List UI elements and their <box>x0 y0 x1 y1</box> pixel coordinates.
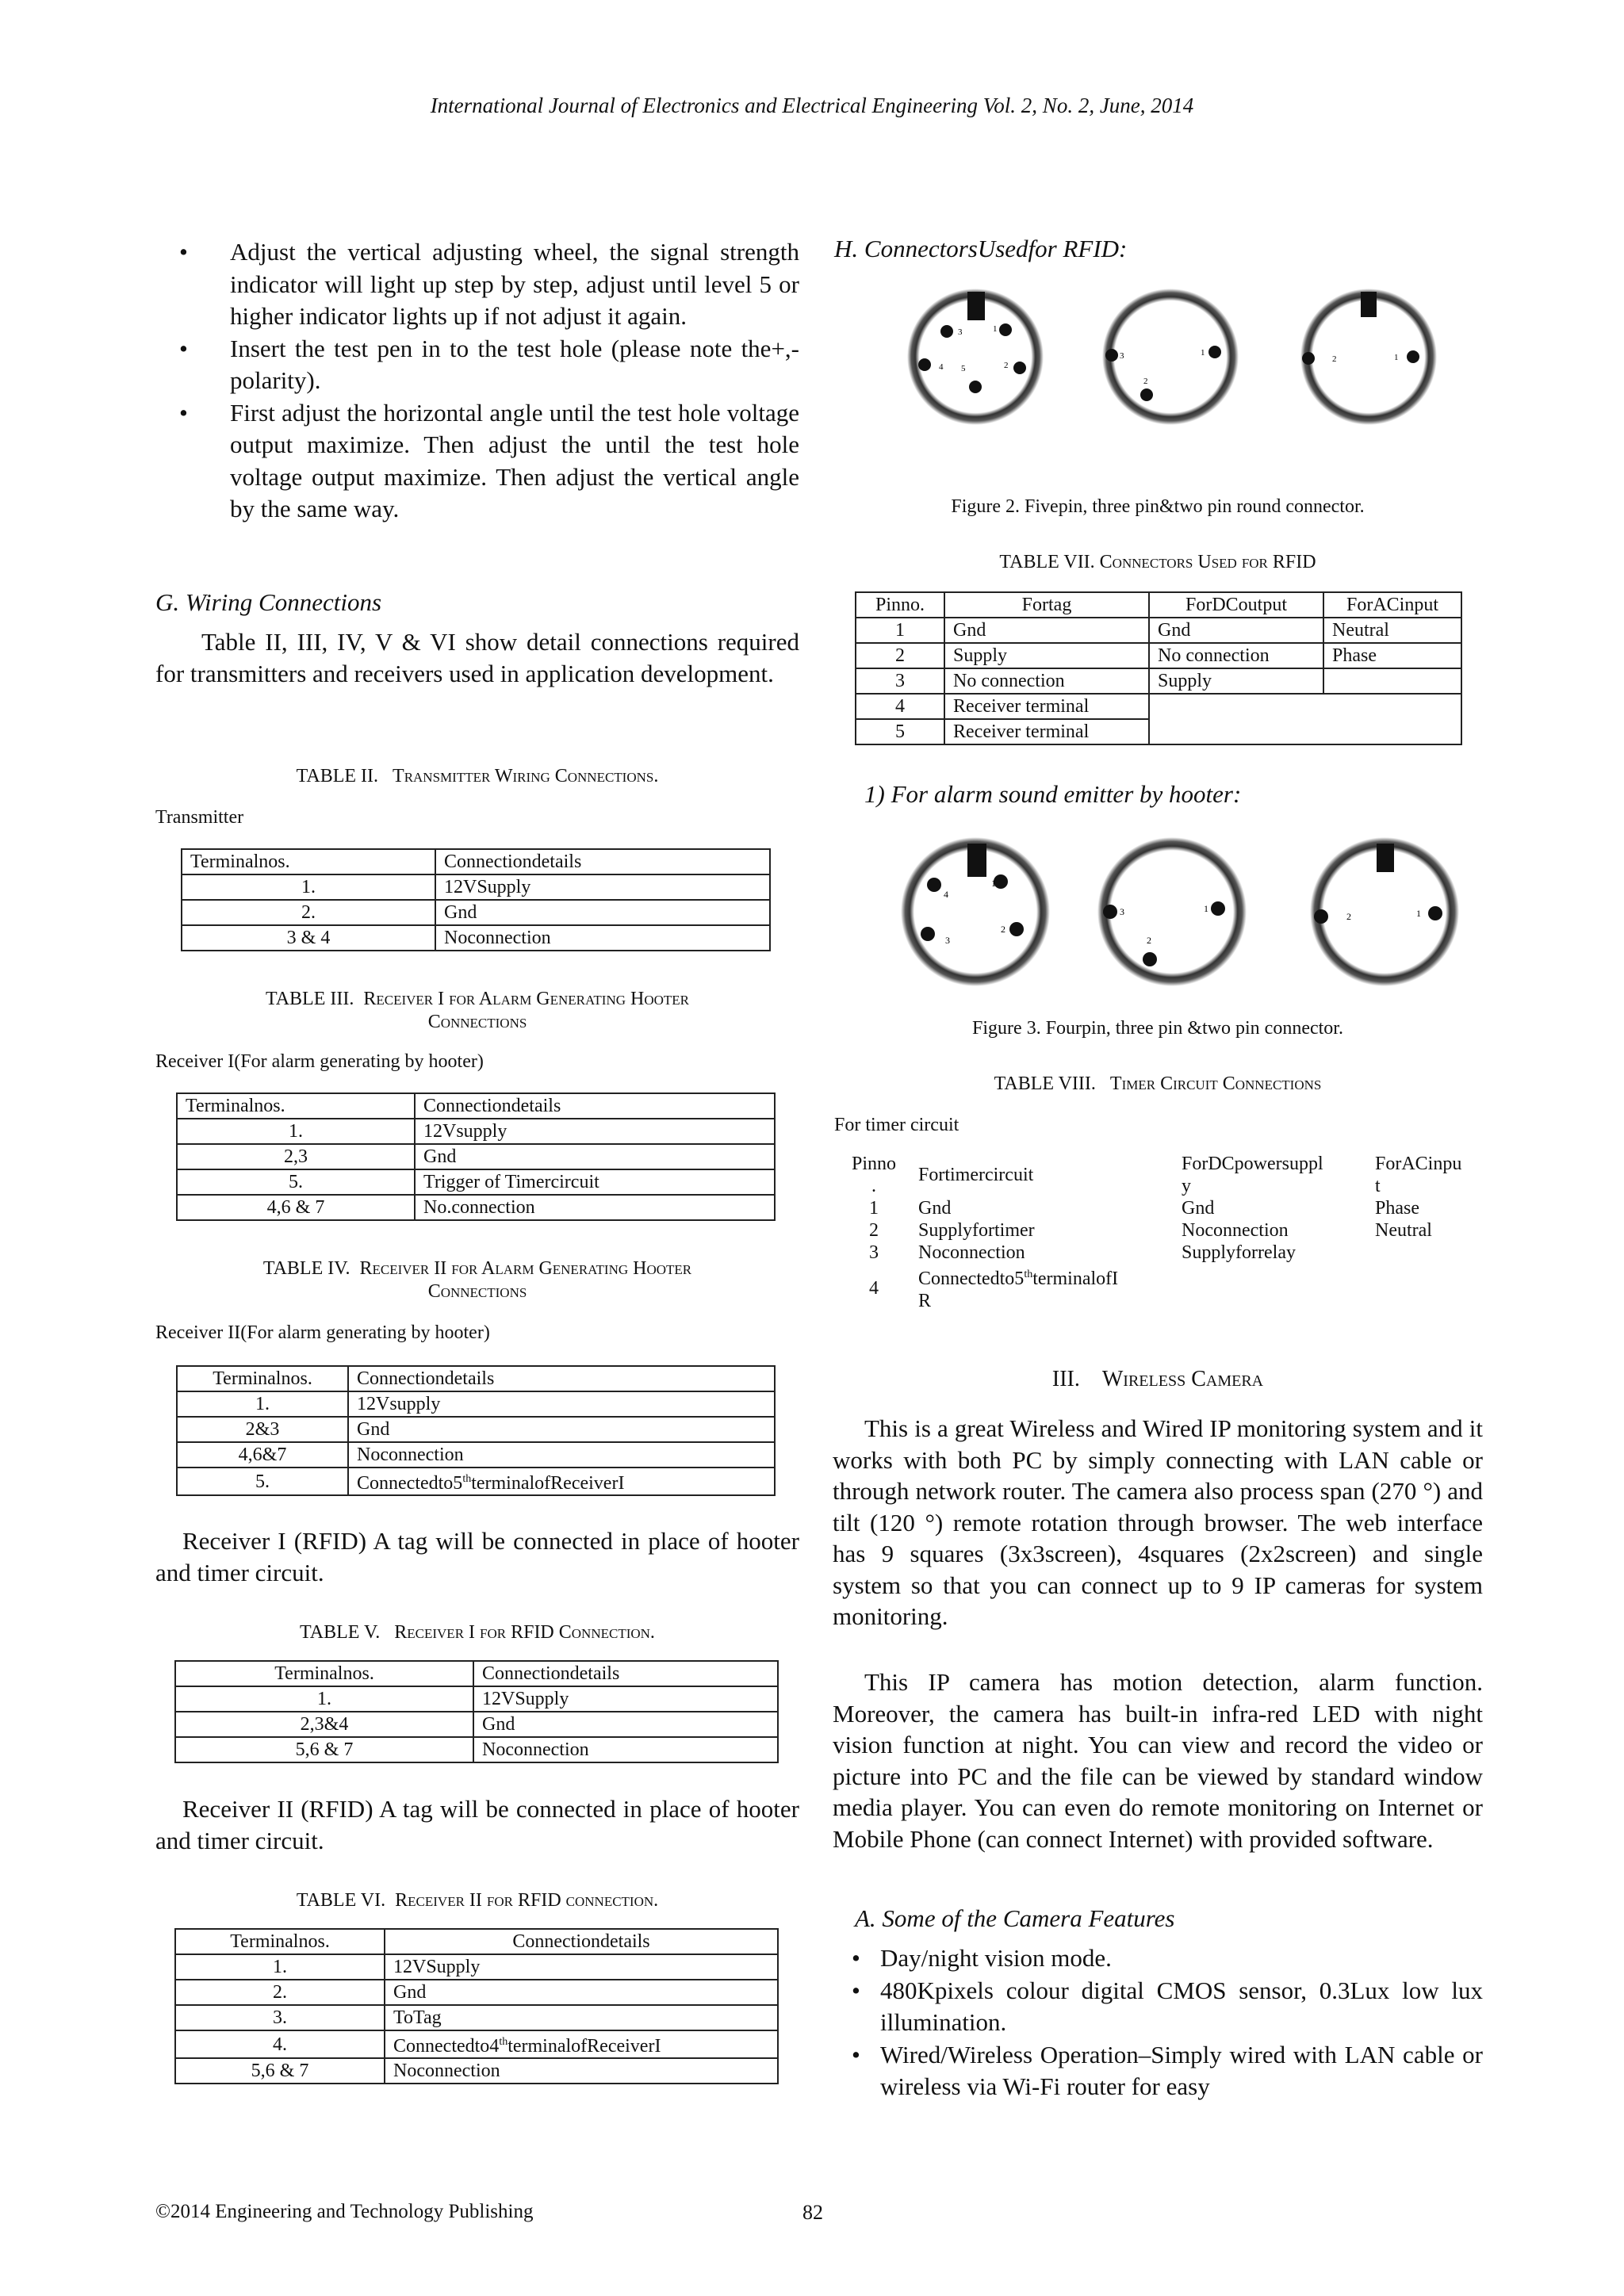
caption-number: TABLE II. <box>296 766 379 786</box>
table-cell: Gnd <box>1182 1198 1215 1219</box>
table-header-row <box>177 1093 775 1119</box>
table-cell: Noconnection <box>1182 1220 1289 1241</box>
table-row <box>175 2005 778 2030</box>
pin-label: 1 <box>993 324 998 334</box>
pin-label: 4 <box>939 362 944 372</box>
table-cell: 2&3 <box>177 1417 348 1442</box>
hooter-subheading: 1) For alarm sound emitter by hooter: <box>864 780 1242 808</box>
section-title: Wireless Camera <box>1101 1367 1264 1391</box>
table-cell: 4 <box>856 694 944 719</box>
table-cell: 2. <box>175 1980 385 2005</box>
table-header-cell: Pinno. <box>856 592 944 618</box>
table-cell: Phase <box>1375 1198 1419 1219</box>
bullet-icon: • <box>852 1976 860 2004</box>
table4-caption <box>155 1257 799 1303</box>
table-cell: Gnd <box>348 1417 775 1442</box>
pin-label: 3 <box>958 327 963 337</box>
table-cell: Supplyforrelay <box>1182 1242 1296 1263</box>
pin-label: 3 <box>945 935 950 946</box>
table-cell: Phase <box>1323 643 1461 668</box>
table-header-cell: Connectiondetails <box>435 849 770 874</box>
table-header-cell: Terminalnos. <box>177 1093 415 1119</box>
caption-text: Receiver II for Alarm Generating Hooter <box>359 1258 692 1279</box>
pin-dot <box>1103 905 1117 919</box>
caption-number: TABLE VIII. <box>994 1073 1096 1094</box>
table5 <box>174 1660 779 1763</box>
table-header-cell: Connectiondetails <box>348 1366 775 1391</box>
header-text: Pinno <box>851 1154 896 1174</box>
table-cell: Supply <box>1149 668 1323 694</box>
table-cell: 12Vsupply <box>415 1119 775 1144</box>
section3-heading <box>833 1367 1483 1392</box>
table4-label: Receiver II(For alarm generating by hooter) <box>155 1322 490 1343</box>
section-number: III. <box>1051 1367 1080 1391</box>
table-cell: 12VSupply <box>385 1954 778 1980</box>
figure3-caption: Figure 3. Fourpin, three pin &two pin connector. <box>972 1018 1343 1039</box>
two-pin-connector <box>1310 837 1459 986</box>
table-cell: 3. <box>175 2005 385 2030</box>
table-row <box>833 1219 1483 1242</box>
table3-caption <box>155 988 799 1034</box>
table-cell: Gnd <box>473 1712 778 1737</box>
table-header-cell: Terminalnos. <box>182 849 435 874</box>
table4 <box>176 1365 776 1496</box>
table-cell <box>348 1468 775 1495</box>
cell-text: terminalofI <box>1032 1269 1119 1289</box>
table-row <box>175 1980 778 2005</box>
pin-dot <box>1013 362 1026 374</box>
table-header-cell: Terminalnos. <box>175 1929 385 1954</box>
table-row <box>182 874 770 900</box>
table-cell: No connection <box>1149 643 1323 668</box>
caption-text: Receiver I for Alarm Generating Hooter <box>363 989 690 1009</box>
table-cell: 4,6 & 7 <box>177 1195 415 1220</box>
table-cell: 5. <box>177 1468 348 1495</box>
pin-dot <box>1302 352 1315 365</box>
list-item-text: Day/night vision mode. <box>880 1944 1112 1972</box>
table-cell: Receiver terminal <box>944 694 1149 719</box>
table-row <box>177 1195 775 1220</box>
table8 <box>833 1153 1483 1312</box>
connector-key <box>967 292 985 320</box>
table8-caption <box>833 1073 1483 1095</box>
table-row <box>175 2058 778 2084</box>
caption-text: Transmitter Wiring Connections. <box>393 766 659 786</box>
table-cell: Neutral <box>1323 618 1461 643</box>
table-cell: 1. <box>175 1954 385 1980</box>
pin-dot <box>1208 346 1221 358</box>
pin-label: 1 <box>1204 903 1208 914</box>
table-row <box>833 1242 1483 1264</box>
section-a-heading: A. Some of the Camera Features <box>855 1904 1175 1932</box>
connector-key <box>1377 844 1394 872</box>
table3 <box>176 1093 776 1221</box>
pin-label: 5 <box>961 364 966 373</box>
table-cell: ToTag <box>385 2005 778 2030</box>
caption-number: TABLE VII. <box>999 552 1095 572</box>
table-header-row <box>175 1929 778 1954</box>
table7-caption <box>833 552 1483 573</box>
table6-caption <box>155 1890 799 1911</box>
header-text: y <box>1182 1176 1191 1196</box>
superscript: th <box>1024 1269 1033 1280</box>
table-row <box>177 1468 775 1495</box>
connector-key <box>967 844 986 877</box>
table-cell: No connection <box>944 668 1149 694</box>
table3-label: Receiver I(For alarm generating by hooter) <box>155 1051 484 1072</box>
connector-key <box>1361 292 1377 317</box>
table-row <box>182 925 770 951</box>
table-cell: 4,6&7 <box>177 1442 348 1468</box>
pin-label: 2 <box>1004 361 1009 370</box>
table-cell: 1. <box>175 1686 473 1712</box>
pin-dot <box>1143 952 1157 966</box>
table-header-cell <box>1178 1153 1372 1197</box>
table-cell: Gnd <box>415 1144 775 1169</box>
cell-text: R <box>918 1291 932 1311</box>
list-item <box>833 1975 1483 2039</box>
table-header-cell: Fortimercircuit <box>918 1165 1034 1185</box>
table-cell: 5. <box>177 1169 415 1195</box>
table-cell: Supply <box>944 643 1149 668</box>
table-cell: Noconnection <box>348 1442 775 1468</box>
pin-label: 3 <box>1120 351 1124 361</box>
table-cell: 5 <box>856 719 944 744</box>
table-cell: Receiver terminal <box>944 719 1149 744</box>
rfid2-paragraph: Receiver II (RFID) A tag will be connected in place of hooter and timer circuit. <box>155 1795 799 1854</box>
table-cell: Noconnection <box>918 1242 1025 1263</box>
list-item-text: First adjust the horizontal angle until the test hole voltage output maximize. Then adjust the until the test hole voltage output maximize. Then adjust the vertical angle by the same way. <box>230 398 799 522</box>
table-row <box>856 694 1461 719</box>
pin-label: 1 <box>991 878 996 889</box>
three-pin-connector <box>1097 837 1247 986</box>
table-row <box>833 1264 1483 1312</box>
header-text: ForACinpu <box>1375 1154 1462 1174</box>
rfid1-paragraph: Receiver I (RFID) A tag will be connected in place of hooter and timer circuit. <box>155 1527 799 1586</box>
section-g-paragraph: Table II, III, IV, V & VI show detail connections required for transmitters and receivers used in application development. <box>155 628 799 687</box>
pin-label: 3 <box>1120 906 1124 917</box>
list-item <box>155 236 799 333</box>
table-row <box>177 1169 775 1195</box>
pin-label: 2 <box>1147 935 1151 946</box>
caption-number: TABLE V. <box>300 1622 381 1643</box>
footer-copyright: ©2014 Engineering and Technology Publishing <box>155 2201 534 2222</box>
pin-label: 1 <box>1394 353 1399 362</box>
table-cell: 4. <box>175 2030 385 2058</box>
table-cell: 3 <box>856 668 944 694</box>
table-cell: 2 <box>856 643 944 668</box>
pin-label: 2 <box>1143 377 1148 386</box>
list-item-text: Wired/Wireless Operation–Simply wired with LAN cable or wireless via Wi-Fi router for easy <box>880 2040 1483 2100</box>
table2 <box>181 848 771 951</box>
table-row <box>177 1442 775 1468</box>
table-cell: 2,3&4 <box>175 1712 473 1737</box>
table-row <box>175 1737 778 1762</box>
section-g-heading: G. Wiring Connections <box>155 588 382 616</box>
table-cell: Gnd <box>1149 618 1323 643</box>
pin-dot <box>969 381 982 393</box>
table-row <box>175 2030 778 2058</box>
list-item-text: 480Kpixels colour digital CMOS sensor, 0.3Lux low lux illumination. <box>880 1976 1483 2036</box>
table-row <box>856 643 1461 668</box>
table-cell-empty <box>1149 694 1461 744</box>
table-cell: 2. <box>182 900 435 925</box>
figure2-connectors <box>904 285 1475 428</box>
table-row <box>856 618 1461 643</box>
table-header-cell: ForACinput <box>1323 592 1461 618</box>
pin-dot <box>1314 909 1328 924</box>
table-cell-empty <box>1372 1264 1483 1312</box>
pin-label: 2 <box>1332 354 1337 364</box>
table-cell: Gnd <box>918 1198 952 1219</box>
figure3-connectors <box>896 832 1475 991</box>
cell-text: Connectedto5 <box>918 1269 1025 1289</box>
table-cell: No.connection <box>415 1195 775 1220</box>
pin-dot <box>1211 901 1225 916</box>
pin-dot <box>1407 350 1419 363</box>
table6 <box>174 1928 779 2084</box>
camera-paragraph-2: This IP camera has motion detection, alarm function. Moreover, the camera has built-in infra-red LED with night vision function at night. You can view and record the video or picture into PC and the file can be viewed by standard window media player. You can even do remote monitoring on Internet or Mobile Phone (can connect Internet) with provided software. <box>833 1668 1483 1853</box>
header-text: t <box>1375 1176 1381 1196</box>
bullet-icon: • <box>179 334 188 362</box>
adjustment-steps-list <box>155 236 799 526</box>
table-header-cell: ForDCoutput <box>1149 592 1323 618</box>
header-text: . <box>871 1176 876 1196</box>
table-cell: 1 <box>856 618 944 643</box>
cell-text: terminalofReceiverI <box>471 1473 625 1494</box>
cell-text: terminalofReceiverI <box>508 2036 661 2057</box>
caption-number: TABLE IV. <box>262 1258 350 1279</box>
table-cell <box>1323 668 1461 694</box>
table-cell: 12VSupply <box>435 874 770 900</box>
table-row <box>175 1954 778 1980</box>
journal-header: International Journal of Electronics and Electrical Engineering Vol. 2, No. 2, June, 2014 <box>430 94 1194 117</box>
caption-text: Receiver I for RFID Connection. <box>394 1622 655 1643</box>
table-row <box>177 1119 775 1144</box>
pin-dot <box>940 325 953 338</box>
superscript: th <box>499 2036 508 2048</box>
pin-label: 4 <box>944 889 948 900</box>
table-cell: Gnd <box>435 900 770 925</box>
bullet-icon: • <box>179 398 188 427</box>
pin-dot <box>918 358 931 371</box>
table-cell: Supplyfortimer <box>918 1220 1035 1241</box>
table-cell: 12VSupply <box>473 1686 778 1712</box>
list-item-text: Adjust the vertical adjusting wheel, the signal strength indicator will light up step by step, adjust until level 5 or higher indicator lights up if not adjust it again. <box>230 238 799 330</box>
table-cell <box>1372 1242 1483 1264</box>
table-cell: Noconnection <box>385 2058 778 2084</box>
table2-caption <box>155 766 799 787</box>
table-cell <box>915 1264 1178 1312</box>
table-header-cell: Connectiondetails <box>385 1929 778 1954</box>
list-item <box>155 333 799 397</box>
table-cell: Noconnection <box>473 1737 778 1762</box>
table-header-cell <box>1372 1153 1483 1197</box>
table-cell-empty <box>1178 1264 1372 1312</box>
table-row <box>833 1197 1483 1219</box>
bullet-icon: • <box>852 2040 860 2068</box>
table-header-cell <box>833 1153 915 1197</box>
table-cell: 1 <box>869 1198 879 1219</box>
pin-label: 2 <box>1346 911 1351 922</box>
table-header-cell: Terminalnos. <box>177 1366 348 1391</box>
camera-paragraph-1: This is a great Wireless and Wired IP monitoring system and it works with both PC by simply connecting with LAN cable or through network router. The camera also process span (270 °) and tilt (120 °) remote rotation through browser. The web interface has 9 squares (3x3screen), 4squares (2x2screen) and single system so that you can connect up to 9 IP cameras for system monitoring. <box>833 1414 1483 1630</box>
pin-dot <box>1428 906 1442 920</box>
page-number: 82 <box>802 2201 823 2224</box>
pin-label: 1 <box>1201 348 1205 358</box>
table-row <box>175 1712 778 1737</box>
three-pin-connector <box>1102 289 1239 425</box>
table5-caption <box>155 1622 799 1644</box>
caption-number: TABLE VI. <box>296 1890 386 1911</box>
table-header-cell: Terminalnos. <box>175 1661 473 1686</box>
caption-text-line2: Connections <box>427 1281 527 1302</box>
table-row <box>177 1391 775 1417</box>
table-header-row <box>833 1153 1483 1197</box>
table-cell: 3 & 4 <box>182 925 435 951</box>
figure2-caption: Figure 2. Fivepin, three pin&two pin round connector. <box>951 496 1365 517</box>
table-cell: 2,3 <box>177 1144 415 1169</box>
list-item-text: Insert the test pen in to the test hole (please note the+,-polarity). <box>230 334 799 394</box>
table-row <box>177 1417 775 1442</box>
table-cell: 2 <box>869 1220 879 1241</box>
table-cell: Trigger of Timercircuit <box>415 1169 775 1195</box>
table-header-row <box>177 1366 775 1391</box>
caption-text: Timer Circuit Connections <box>1109 1073 1322 1094</box>
list-item <box>833 1942 1483 1975</box>
caption-text: Connectors Used for RFID <box>1099 552 1316 572</box>
pin-label: 1 <box>1416 908 1421 919</box>
table8-label: For timer circuit <box>834 1115 959 1135</box>
table-header-cell: Connectiondetails <box>415 1093 775 1119</box>
camera-features-list <box>833 1942 1483 2103</box>
table-cell: 4 <box>869 1277 879 1299</box>
table-cell: Gnd <box>944 618 1149 643</box>
table-header-row <box>175 1661 778 1686</box>
table-header-row <box>182 849 770 874</box>
table-cell: 1. <box>177 1119 415 1144</box>
table-row <box>175 1686 778 1712</box>
section-h-heading: H. ConnectorsUsedfor RFID: <box>834 235 1128 262</box>
table-cell: 1. <box>182 874 435 900</box>
header-text: ForDCpowersuppl <box>1182 1154 1323 1174</box>
pin-dot <box>1009 922 1024 936</box>
table-cell <box>385 2030 778 2058</box>
table-row <box>177 1144 775 1169</box>
pin-dot <box>921 927 935 941</box>
caption-number: TABLE III. <box>265 989 354 1009</box>
table-header-cell: Fortag <box>944 592 1149 618</box>
pin-dot <box>1105 349 1118 362</box>
pin-label: 2 <box>1001 924 1005 935</box>
superscript: th <box>462 1473 472 1485</box>
four-pin-connector <box>901 837 1050 986</box>
cell-text: Connectedto4 <box>393 2036 500 2057</box>
table-cell: Gnd <box>385 1980 778 2005</box>
table-header-row <box>856 592 1461 618</box>
table-cell: 12Vsupply <box>348 1391 775 1417</box>
bullet-icon: • <box>179 238 188 266</box>
cell-text: Connectedto5 <box>357 1473 463 1494</box>
caption-text: Receiver II for RFID connection. <box>395 1890 659 1911</box>
table-cell: 5,6 & 7 <box>175 2058 385 2084</box>
table-cell: Noconnection <box>435 925 770 951</box>
table7 <box>855 591 1462 745</box>
table-cell: Neutral <box>1375 1220 1432 1241</box>
caption-text-line2: Connections <box>427 1012 527 1032</box>
pin-dot <box>1140 388 1153 401</box>
table-header-cell: Connectiondetails <box>473 1661 778 1686</box>
table-row <box>182 900 770 925</box>
bullet-icon: • <box>852 1944 860 1972</box>
five-pin-connector <box>907 289 1044 425</box>
list-item <box>833 2039 1483 2103</box>
table-cell: 1. <box>177 1391 348 1417</box>
table-cell: 3 <box>869 1242 879 1263</box>
pin-dot <box>927 878 941 892</box>
table-cell: 5,6 & 7 <box>175 1737 473 1762</box>
two-pin-connector <box>1300 289 1437 425</box>
table-row <box>856 668 1461 694</box>
pin-dot <box>999 323 1012 336</box>
list-item <box>155 397 799 526</box>
table2-label: Transmitter <box>155 807 244 828</box>
